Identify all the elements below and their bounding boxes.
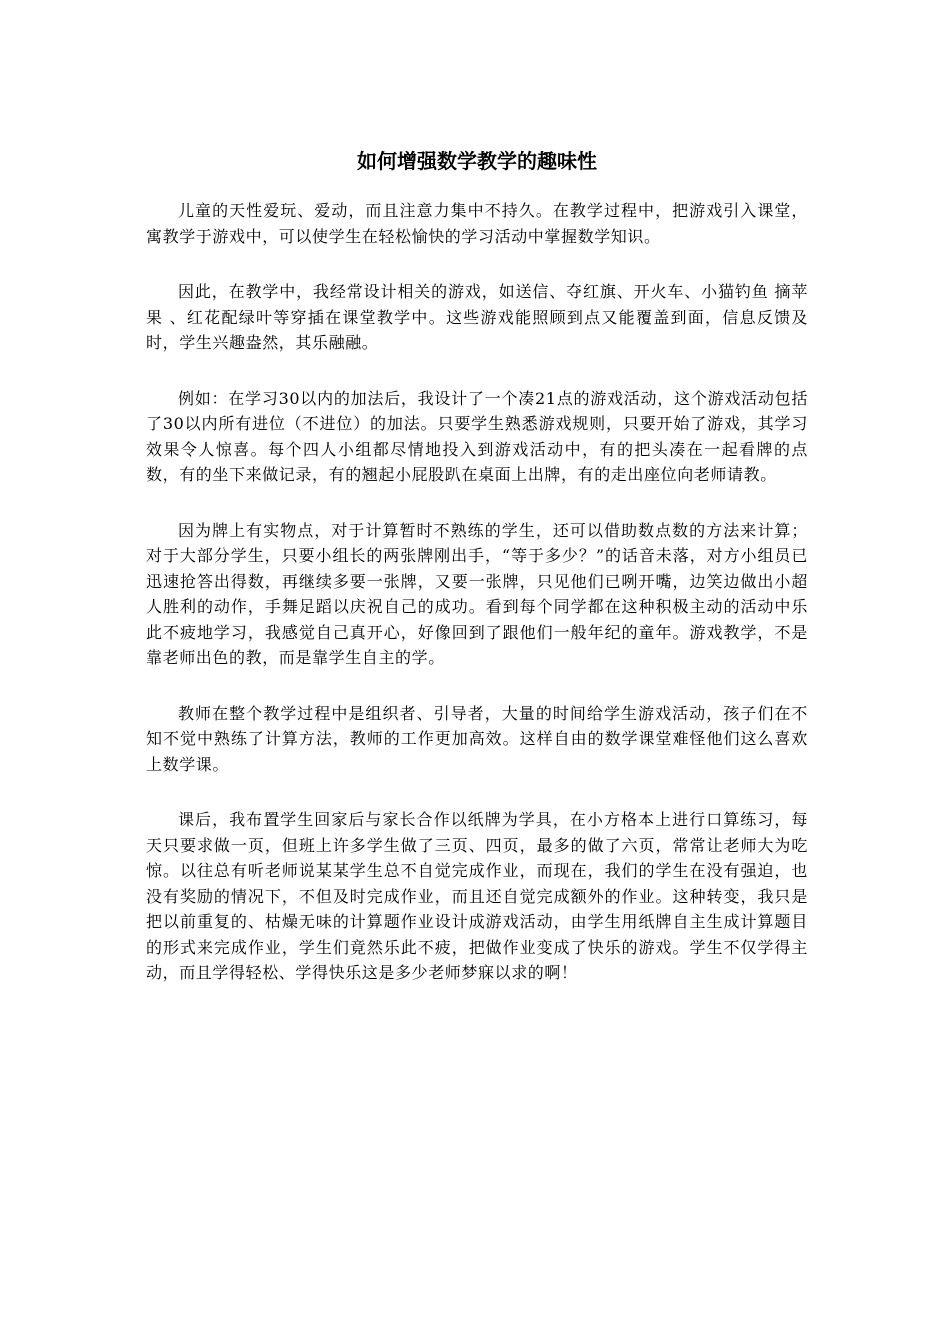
document-title: 如何增强数学教学的趣味性 <box>357 149 597 173</box>
paragraph-1: 儿童的天性爱玩、爱动，而且注意力集中不持久。在教学过程中，把游戏引入课堂，寓教学于游戏中，可以使学生在轻松愉快的学习活动中掌握数学知识。 <box>146 201 808 246</box>
paragraph-3: 例如：在学习30以内的加法后，我设计了一个凑21点的游戏活动，这个游戏活动包括了30以内所有进位（不进位）的加法。只要学生熟悉游戏规则，只要开始了游戏，其学习效果令人惊喜。每个四人小组都尽情地投入到游戏活动中，有的把头凑在一起看牌的点数，有的坐下来做记录，有的翘起小屁股趴在桌面上出牌，有的走出座位向老师请教。 <box>146 388 808 484</box>
paragraph-4: 因为牌上有实物点，对于计算暂时不熟练的学生，还可以借助数点数的方法来计算；对于大部分学生，只要小组长的两张牌刚出手，“等于多少？”的话音未落，对方小组员已迅速抢答出得数，再继续多要一张牌，又要一张牌，只见他们已咧开嘴，边笑边做出小超人胜利的动作，手舞足蹈以庆祝自己的成功。看到每个同学都在这种积极主动的活动中乐此不疲地学习，我感觉自己真开心，好像回到了跟他们一般年纪的童年。游戏教学，不是靠老师出色的教，而是靠学生自主的学。 <box>146 520 808 667</box>
paragraph-6: 课后，我布置学生回家后与家长合作以纸牌为学具，在小方格本上进行口算练习，每天只要求做一页，但班上许多学生做了三页、四页，最多的做了六页，常常让老师大为吃惊。以往总有听老师说某某学生总不自觉完成作业，而现在，我们的学生在没有强迫，也没有奖励的情况下，不但及时完成作业，而且还自觉完成额外的作业。这种转变，我只是把以前重复的、枯燥无味的计算题作业设计成游戏活动，由学生用纸牌自主生成计算题目的形式来完成作业，学生们竟然乐此不疲，把做作业变成了快乐的游戏。学生不仅学得主动，而且学得轻松、学得快乐这是多少老师梦寐以求的啊！ <box>146 810 808 982</box>
paragraph-2: 因此，在教学中，我经常设计相关的游戏，如送信、夺红旗、开火车、小猫钓鱼 摘苹果 、红花配绿叶等穿插在课堂教学中。这些游戏能照顾到点又能覆盖到面，信息反馈及时，学生兴趣盎然，其乐融融。 <box>146 282 808 352</box>
paragraph-5: 教师在整个教学过程中是组织者、引导者，大量的时间给学生游戏活动，孩子们在不知不觉中熟练了计算方法，教师的工作更加高效。这样自由的数学课堂难怪他们这么喜欢上数学课。 <box>146 703 808 774</box>
document-page <box>146 146 808 1016</box>
